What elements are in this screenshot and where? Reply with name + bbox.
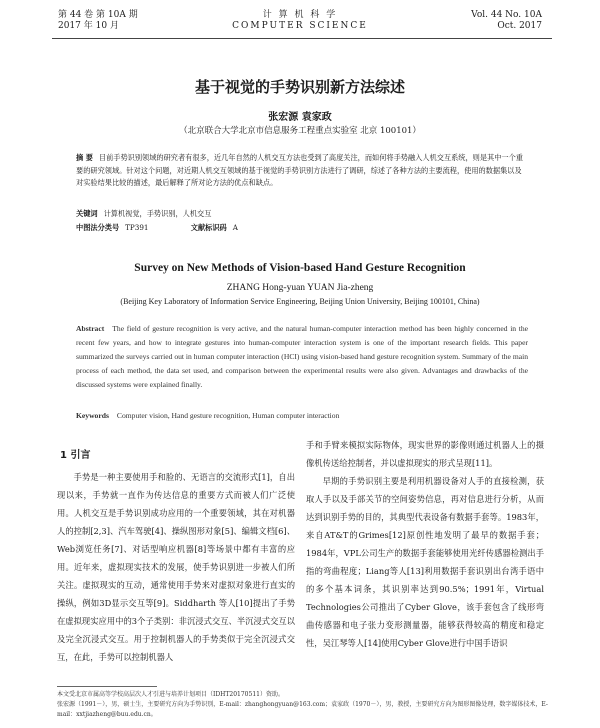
abstract-en — [76, 322, 528, 392]
author-bio-note: 张宏源（1991－），男，硕士生，主要研究方向为手势识别，E-mail：zhanghongyuan@163.com；袁家政（1970－），男，教授，主要研究方向为图形图像处理，数字媒体技术，E-mail：xxtjiazheng@buu.edu.cn。 — [57, 701, 548, 718]
funding-note: 本文受北京市属高等学校高层次人才引进与培养计划项目（IDHT20170511）资助。 — [57, 691, 284, 698]
abstract-text-en: The field of gesture recognition is very active, and the natural human-computer interaction method has been highly concerned in the recent few years, and how to integrate gestures into human-computer interaction system is one of the important research fields. This paper summarized the surveys carried out in human computer interaction (HCI) using vision-based hand gesture recognition system. Summary of the main process of each method, the data set used, and comparison between the experimental results were also given. Advantages and drawbacks of the discussed systems were explained finally. — [76, 324, 528, 389]
footnote-rule — [57, 686, 157, 687]
clc-value: TP391 — [125, 223, 149, 232]
affiliation-cn: （北京联合大学北京市信息服务工程重点实验室 北京 100101） — [179, 126, 421, 136]
doc-code-label: 文献标识码 — [190, 223, 227, 232]
keywords-text-cn: 计算机视觉，手势识别，人机交互 — [103, 209, 212, 218]
journal-volume-info-en — [471, 10, 542, 32]
clc-label: 中图法分类号 — [76, 223, 120, 232]
footnote — [57, 690, 557, 720]
abstract-label-cn: 摘 要 — [76, 153, 93, 162]
intro-paragraph-2: 早期的手势识别主要是利用机器设备对人手的直接检测，获取人手以及手部关节的空间姿势信息，再对信息进行分析，从而达到识别手势的目的，其典型代表设备有数据手套等。1983年，来自AT&T的Grimes[12]原创性地发明了最早的数据手套；1984年，VPL公司生产的数据手套能够使用光纤传感器检测出手指的弯曲程度；Liang等人[13]利用数据手套识别出台湾手语中的多个基本词条，其识别率达到90.5%；1991年，Virtual Technologies公司推出了Cyber Glove，该手套包含了线形弯曲传感器和电子张力变形测量器，能够获得较高的精度和稳定性，吴江琴等人[14]使用Cyber Glove进行中国手语识 — [306, 476, 544, 648]
keywords-cn — [76, 208, 528, 221]
body-left-column — [57, 468, 295, 666]
journal-name-en: COMPUTER SCIENCE — [232, 21, 368, 31]
header-rule — [52, 38, 552, 39]
publication-date-en: Oct. 2017 — [497, 21, 542, 31]
intro-paragraph-1: 手势是一种主要使用手和脸的、无语言的交流形式[1]，自出现以来，手势就一直作为传达信息的重要方式而被人们广泛使用。人机交互是手势识别成功应用的一个重要领域，其在对机器人的控制[2,3]、汽车驾驶[4]、操纵图形对象[5]、编辑文档[6]、Web浏览任务[7]、对话型响应机器[8]等场景中都有丰富的应用。近年来，虚拟现实技术的发展，使手势识别进一步被人们所关注。虚拟现实的互动，通常使用手势来对虚拟对象进行直实的操纵，例如3D显示交互等[9]。Siddharth 等人[10]提出了手势在虚拟现实应用中的3个子类别：非沉浸式交互、半沉浸式交互以及完全沉浸式交互。用于控制机器人的手势类似于完全沉浸式交互，在此，手势可以控制机器人 — [57, 472, 295, 662]
keywords-label-en: Keywords — [76, 411, 109, 420]
doc-code-value: A — [232, 223, 238, 232]
paper-title-en: Survey on New Methods of Vision-based Hand Gesture Recognition — [134, 262, 466, 274]
journal-name-cn: 计 算 机 科 学 — [262, 10, 338, 20]
abstract-label-en: Abstract — [76, 324, 105, 333]
authors-en: ZHANG Hong-yuan YUAN Jia-zheng — [226, 283, 374, 293]
volume-issue-en: Vol. 44 No. 10A — [471, 10, 542, 20]
intro-paragraph-1-continued: 手和手臂来模拟实际物体，现实世界的影像则通过机器人上的摄像机传送给控制者，并以虚拟现实的形式呈现[11]。 — [306, 440, 544, 468]
abstract-text-cn: 目前手势识别领域的研究者有很多，近几年自然的人机交互方法也受到了高度关注，而如何将手势融入人机交互系统，则是其中一个重要的研究领域。针对这个问题，对近期人机交互领域的基于视觉的手势识别方法进行了调研，综述了各种方法的主要流程，使用的数据集以及对实验结果比较的描述，最后解释了所对论方法的优点和缺点。 — [76, 153, 523, 187]
paper-title-cn: 基于视觉的手势识别新方法综述 — [194, 78, 405, 96]
section-heading-introduction: 1 引言 — [60, 450, 91, 461]
volume-issue: 第 44 卷 第 10A 期 — [58, 10, 138, 20]
authors-cn: 张宏源 袁家政 — [268, 112, 332, 123]
keywords-en — [76, 411, 528, 420]
keywords-label-cn: 关键词 — [76, 209, 98, 218]
classification-line — [76, 222, 528, 235]
abstract-cn — [76, 152, 528, 190]
affiliation-en: (Beijing Key Laboratory of Information Service Engineering, Beijing Union University, Beijing 100101, China) — [120, 297, 480, 306]
body-right-column — [306, 436, 544, 652]
publication-date-cn: 2017 年 10 月 — [58, 21, 119, 31]
keywords-text-en: Computer vision, Hand gesture recognition, Human computer interaction — [116, 411, 340, 420]
